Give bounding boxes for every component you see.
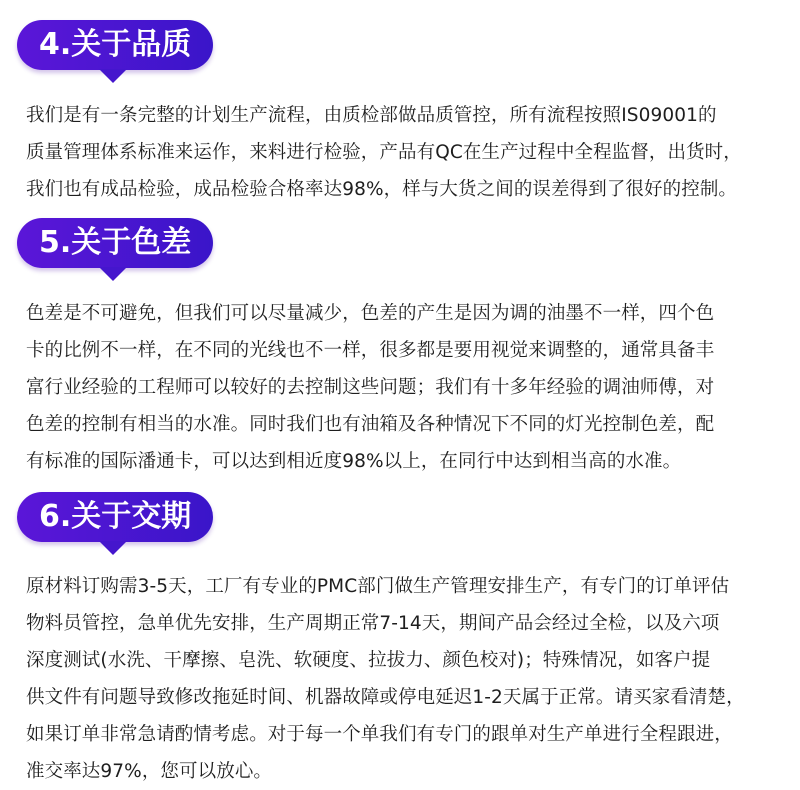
paragraph-line: 富行业经验的工程师可以较好的去控制这些问题；我们有十多年经验的调油师傅，对 — [26, 377, 715, 398]
paragraph-line: 准交率达97%，您可以放心。 — [26, 761, 273, 782]
paragraph-line: 如果订单非常急请酌情考虑。对于每一个单我们有专门的跟单对生产单进行全程跟进， — [26, 724, 733, 745]
paragraph-line: 供文件有问题导致修改拖延时间、机器故障或停电延迟1-2天属于正常。请买家看清楚， — [26, 687, 745, 708]
paragraph-line: 色差是不可避免，但我们可以尽量减少，色差的产生是因为调的油墨不一样，四个色 — [26, 303, 715, 324]
paragraph-line: 色差的控制有相当的水准。同时我们也有油箱及各种情况下不同的灯光控制色差，配 — [26, 414, 715, 435]
paragraph-line: 卡的比例不一样，在不同的光线也不一样，很多都是要用视觉来调整的，通常具备丰 — [26, 340, 715, 361]
section-heading-badge — [17, 492, 213, 542]
paragraph-line: 质量管理体系标准来运作，来料进行检验，产品有QC在生产过程中全程监督，出货时， — [26, 142, 742, 163]
section-paragraph — [26, 295, 786, 480]
section-heading: 6.关于交期 — [17, 492, 213, 542]
paragraph-line: 物料员管控，急单优先安排，生产周期正常7-14天，期间产品会经过全检，以及六项 — [26, 613, 720, 634]
badge-pointer — [99, 69, 127, 83]
paragraph-line: 我们也有成品检验，成品检验合格率达98%，样与大货之间的误差得到了很好的控制。 — [26, 179, 738, 200]
section-heading-badge — [17, 20, 213, 70]
paragraph-line: 我们是有一条完整的计划生产流程，由质检部做品质管控，所有流程按照IS09001的 — [26, 105, 717, 126]
section-heading: 4.关于品质 — [17, 20, 213, 70]
section-paragraph — [26, 568, 786, 790]
badge-pointer — [99, 541, 127, 555]
section-paragraph — [26, 97, 786, 208]
section-heading-badge — [17, 218, 213, 268]
badge-pointer — [99, 267, 127, 281]
section-heading: 5.关于色差 — [17, 218, 213, 268]
paragraph-line: 原材料订购需3-5天，工厂有专业的PMC部门做生产管理安排生产，有专门的订单评估 — [26, 576, 730, 597]
paragraph-line: 有标准的国际潘通卡，可以达到相近度98%以上，在同行中达到相当高的水准。 — [26, 451, 682, 472]
paragraph-line: 深度测试(水洗、干摩擦、皂洗、软硬度、拉拔力、颜色校对)；特殊情况，如客户提 — [26, 650, 711, 671]
